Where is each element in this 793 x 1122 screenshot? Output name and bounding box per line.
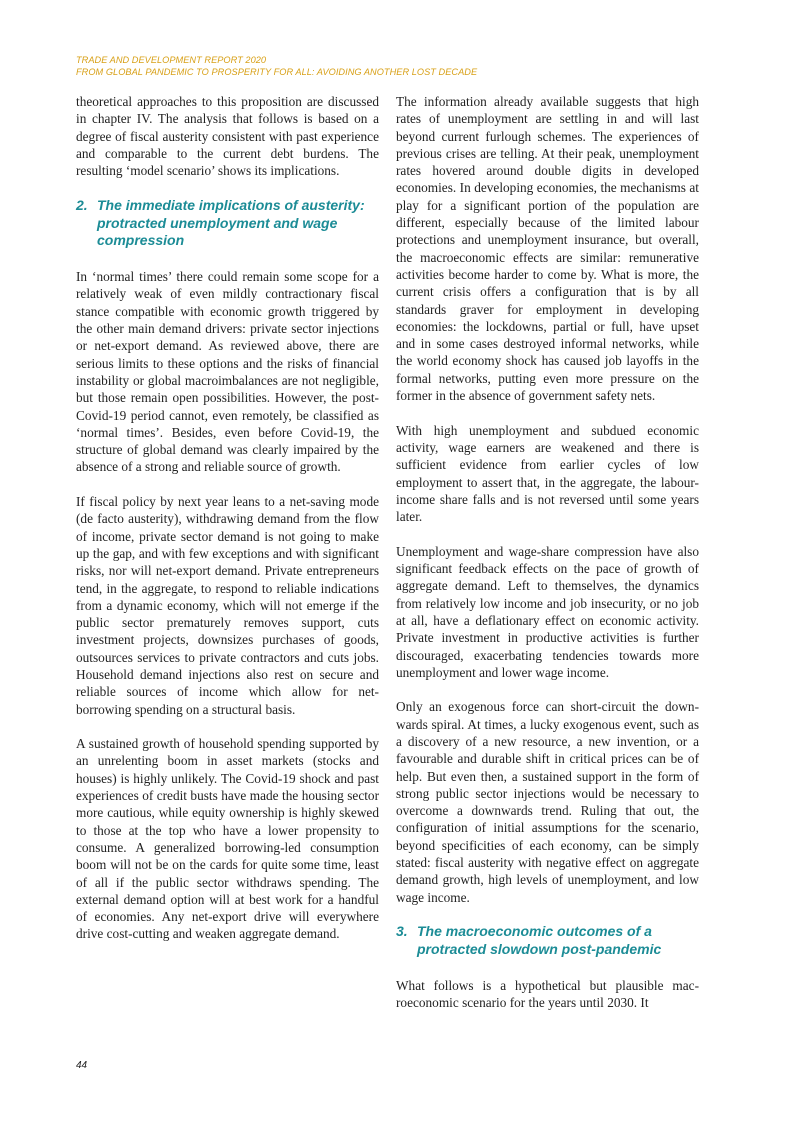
paragraph: Only an exogenous force can short-circuit the downwards spiral. At times, a lucky exogenous event, such as a discovery of a new resource, a new invention, or a favourable and durable shift in critical prices can be of help. But even then, a sustained support in the form of strong public sector injections would be necessary to overcome a downwards trend. Ruling that out, the configuration of initial assumptions for the scenario, beyond specificities of each economy, can be simply stated: fiscal austerity with negative effect on aggregate demand growth, high levels of unemployment, and low wage income. [396,699,699,905]
report-title: TRADE AND DEVELOPMENT REPORT 2020 [76,55,267,65]
paragraph: The information already available suggests that high rates of unemployment are settling in and will last beyond current furlough schemes. The experiences of previous crises are telling. At their peak, unemployment rates hovered around double digits in developed economies. In developing economies, the mechanisms at play for a significant portion of the population are different, especially because of the limited labour protections and unemployment insurance, but overall, the macroeconomic effects are similar: remunerative activities become harder to come by. What is more, the current crisis offers a configuration that is by all standards graver for employment in developing economies: the lockdowns, partial or full, have upset and in some cases destroyed informal networks, while the world economy shock has caused job layoffs in the formal networks, putting even more pressure on the former in the absence of government safety nets. [396,94,699,404]
right-column [396,93,699,1011]
paragraph: Unemployment and wage-share compression have also significant feedback effects on the pace of growth of aggregate demand. Left to themselves, the dynamics from relatively low income and job insecurity, or no job at all, have a deflationary effect on economic activity. Private investment in productive activities is further discouraged, exacerbating tendencies towards more unemployment and lower wage income. [396,543,699,680]
paragraph: theoretical approaches to this proposition are discussed in chapter IV. The analysis that follows is based on a degree of fiscal austerity consistent with past experience and comparable to the current debt burdens. The resulting ‘model scenario’ shows its implications. [76,94,379,179]
section-title: The macroeconomic outcomes of a protracted slowdown post-pandemic [417,923,662,958]
paragraph: A sustained growth of household spending supported by an unrelenting boom in asset markets (stocks and houses) is highly unlikely. The Covid-19 shock and past experiences of credit busts have made the housing sector more cautious, while equity ownership is highly skewed to those at the top who have a lower propensity to consume. A generalized borrowing-led consumption boom will not be on the cards for quite some time, least of all if the public sector withdraws spending. The external demand option will at best work for a handful of economies. Any net-export drive will everywhere drive cost-cutting and weaken aggregate demand. [76,736,379,942]
paragraph: If fiscal policy by next year leans to a net-saving mode (de facto austerity), withdrawing demand from the flow of income, private sector demand is not going to make up the gap, and with few exceptions and with significant risks, nor will net-export demand. Private entrepreneurs tend, in the aggregate, to respond to reliable indications from a dynamic economy, which will not emerge if the public sector prematurely removes support, cuts investment projects, downsizes purchases of goods, outsources services to private contractors and cuts jobs. Household demand injections also rest on secure and reliable sources of income which allow for net-borrowing spending on a structural basis. [76,494,379,717]
section-number: 3. [396,923,408,940]
section-title: The immediate implications of austerity: protracted unemployment and wage compression [97,196,365,249]
paragraph: What follows is a hypothetical but plausible macroeconomic scenario for the years until 2030. It [396,977,699,1011]
page-number: 44 [76,1060,88,1071]
section-heading-2 [76,197,379,250]
report-subtitle: FROM GLOBAL PANDEMIC TO PROSPERITY FOR ALL: AVOIDING ANOTHER LOST DECADE [76,67,478,77]
running-head [76,54,477,78]
section-heading-3 [396,923,699,959]
section-number: 2. [76,196,88,213]
paragraph: With high unemployment and subdued economic activity, wage earners are weakened and there is sufficient evidence from earlier cycles of low employment to assert that, in the aggregate, the labour-income share falls and is not reversed until some years later. [396,422,699,525]
paragraph: In ‘normal times’ there could remain some scope for a relatively weak of even mildly contractionary fiscal stance compatible with economic growth triggered by the other main demand drivers: private sector injections or net-export demand. As reviewed above, there are serious limits to these options and the risks of financial instability or global macroimbalances are not negligible, but those remain open possibilities. However, the post-Covid-19 period cannot, even remotely, be classified as ‘normal times’. Besides, even before Covid-19, the structure of global demand was clearly impaired by the absence of a strong and reliable source of growth. [76,269,379,475]
left-column [76,93,379,943]
